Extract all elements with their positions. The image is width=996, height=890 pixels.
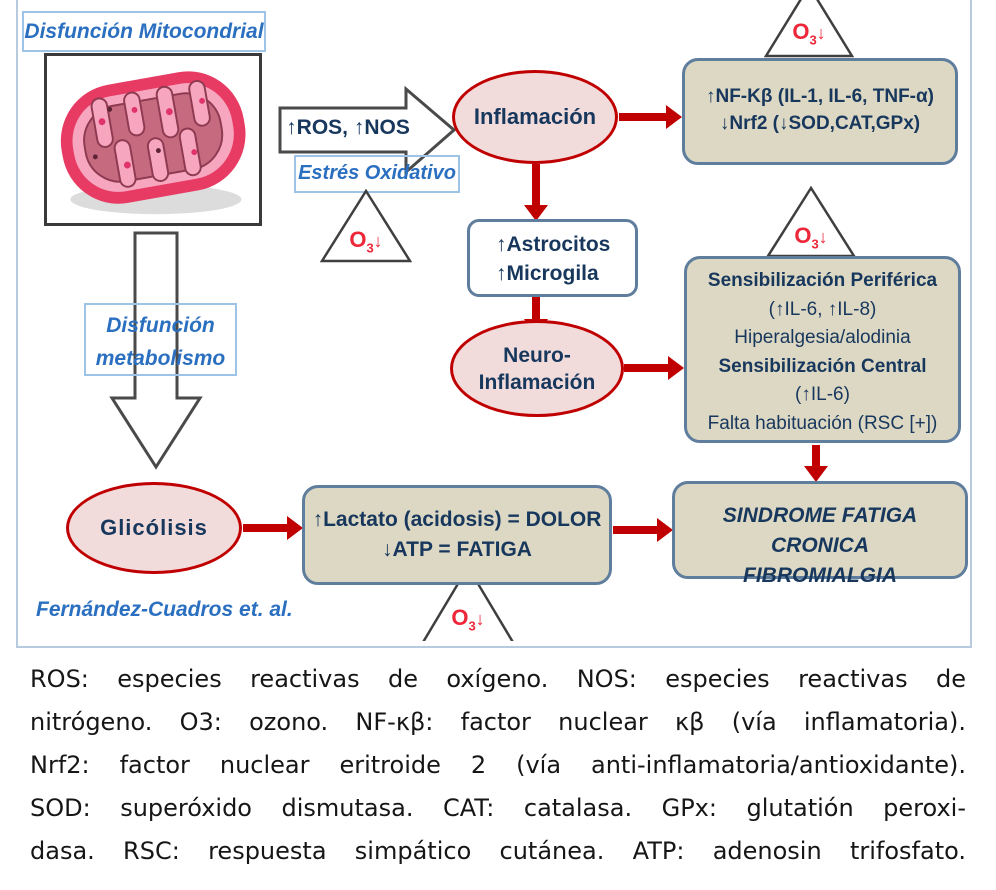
arrow-sens-down	[804, 445, 828, 482]
node-inflamacion: Inflamación	[452, 70, 618, 164]
arrow-glicolisis-to-lactato	[243, 516, 303, 540]
o3-label-left: $O_3↓$	[349, 227, 383, 256]
arrow-lactato-to-sindrome	[613, 518, 673, 542]
author-credit: Fernández-Cuadros et. al.	[36, 598, 293, 621]
node-glicolisis: Glicólisis	[66, 482, 242, 574]
caption-line: dasa. RSC: respuesta simpático cutánea. ATP: adenosin trifosfato.	[30, 837, 966, 865]
arrow-neuro-to-sens	[624, 356, 684, 380]
arrow-inflamacion-down	[524, 164, 548, 221]
label-estres-oxidativo: Estrés Oxidativo	[294, 155, 460, 193]
o3-label-middle: $O_3↓$	[794, 223, 828, 252]
node-sindrome-fatiga: SINDROME FATIGA CRONICA FIBROMIALGIA	[672, 481, 968, 579]
caption-line: nitrógeno. O3: ozono. NF-κβ: factor nuclear κβ (vía inflamatoria).	[30, 708, 966, 736]
node-nfkb-nrf2: ↑NF-Κβ (IL-1, IL-6, TNF-α) ↓Nrf2 (↓SOD,CAT,GPx)	[682, 58, 958, 165]
o3-label-top: $O_3↓$	[792, 19, 826, 48]
caption-line: Nrf2: factor nuclear eritroide 2 (vía anti-inflamatoria/antioxidante).	[30, 751, 966, 779]
label-disfuncion-metabolismo: Disfunción metabolismo	[84, 303, 237, 376]
caption-line: ROS: especies reactivas de oxígeno. NOS: especies reactivas de	[30, 665, 966, 693]
arrow-inflamacion-to-nf	[619, 105, 682, 129]
ros-nos-label: ↑ROS, ↑NOS	[286, 116, 410, 139]
mitochondria-icon	[47, 56, 259, 223]
figure-caption	[30, 658, 966, 873]
node-astrocitos-microglia: ↑Astrocitos ↑Microgila	[467, 219, 638, 297]
label-disfuncion-mitocondrial: Disfunción Mitocondrial	[22, 11, 266, 52]
o3-label-bottom: $O_3↓$	[451, 605, 485, 634]
node-sensibilizacion: Sensibilización Periférica (↑IL-6, ↑IL-8) Hiperalgesia/alodinia Sensibilización Central (↑IL-6) Falta habituación (RSC [+])	[684, 256, 961, 443]
caption-line: SOD: superóxido dismutasa. CAT: catalasa. GPx: glutatión peroxi-	[30, 794, 966, 822]
node-neuroinflamacion: Neuro- Inflamación	[450, 320, 624, 417]
mitochondria-image	[44, 53, 262, 226]
node-lactato-atp: ↑Lactato (acidosis) = DOLOR ↓ATP = FATIGA	[302, 485, 612, 585]
